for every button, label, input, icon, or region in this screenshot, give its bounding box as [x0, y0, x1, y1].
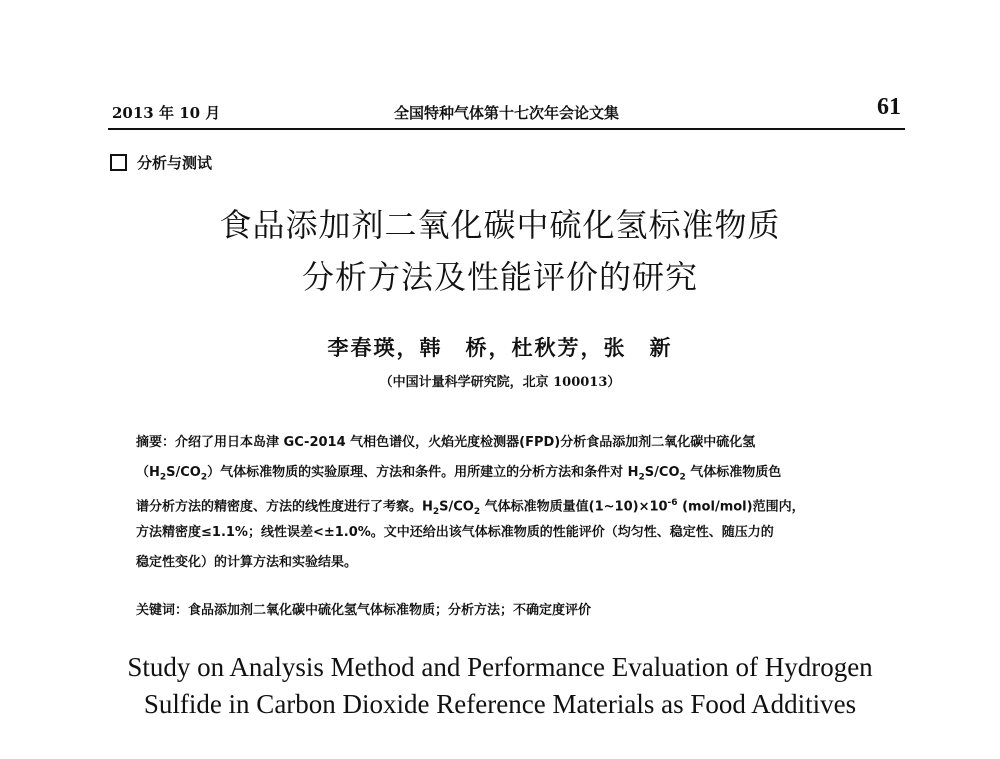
keywords-text: 食品添加剂二氧化碳中硫化氢气体标准物质；分析方法；不确定度评价: [188, 603, 592, 618]
keywords-label: 关键词：: [136, 603, 189, 618]
chinese-title-line-1: 食品添加剂二氧化碳中硫化氢标准物质: [219, 206, 781, 244]
page-header: [108, 92, 905, 130]
abstract-line: 方法精密度≤1.1%；线性误差<±1.0%。文中还给出该气体标准物质的性能评价（均匀性、稳定性、随压力的: [136, 525, 774, 540]
page-number: 61: [877, 94, 901, 120]
abstract-line: 谱分析方法的精密度、方法的线性度进行了考察。$H_2S/CO_2$ 气体标准物质量值$(1\sim 10)\times 10^{-6}$ (mol/mol)范围内，: [136, 498, 805, 517]
section-category: [110, 152, 212, 173]
chinese-title-line-2: 分析方法及性能评价的研究: [301, 258, 698, 296]
abstract-line: 稳定性变化）的计算方法和实验结果。: [136, 555, 358, 570]
square-box-icon: [110, 154, 127, 171]
abstract: [136, 428, 876, 578]
keywords: [136, 599, 591, 618]
abstract-line: 摘要：介绍了用日本岛津 GC-2014 气相色谱仪，火焰光度检测器(FPD)分析食品添加剂二氧化碳中硫化氢: [136, 435, 756, 450]
header-date: 2013 年 10 月: [112, 104, 221, 122]
english-title-line-1: Study on Analysis Method and Performance Evaluation of Hydrogen: [127, 652, 873, 682]
abstract-label: 摘要：: [136, 435, 176, 450]
english-title-line-2: Sulfide in Carbon Dioxide Reference Materials as Food Additives: [143, 689, 857, 719]
affiliation: （中国计量科学研究院，北京 100013）: [379, 375, 621, 390]
section-category-label: 分析与测试: [137, 154, 213, 172]
author-list: 李春瑛，韩 桥，杜秋芳，张 新: [327, 335, 673, 360]
header-journal-title: 全国特种气体第十七次年会论文集: [393, 104, 619, 122]
abstract-line: $(H_2S/CO_2)$气体标准物质的实验原理、方法和条件。用所建立的分析方法和条件对 $H_2S/CO_2$ 气体标准物质色: [136, 465, 782, 483]
